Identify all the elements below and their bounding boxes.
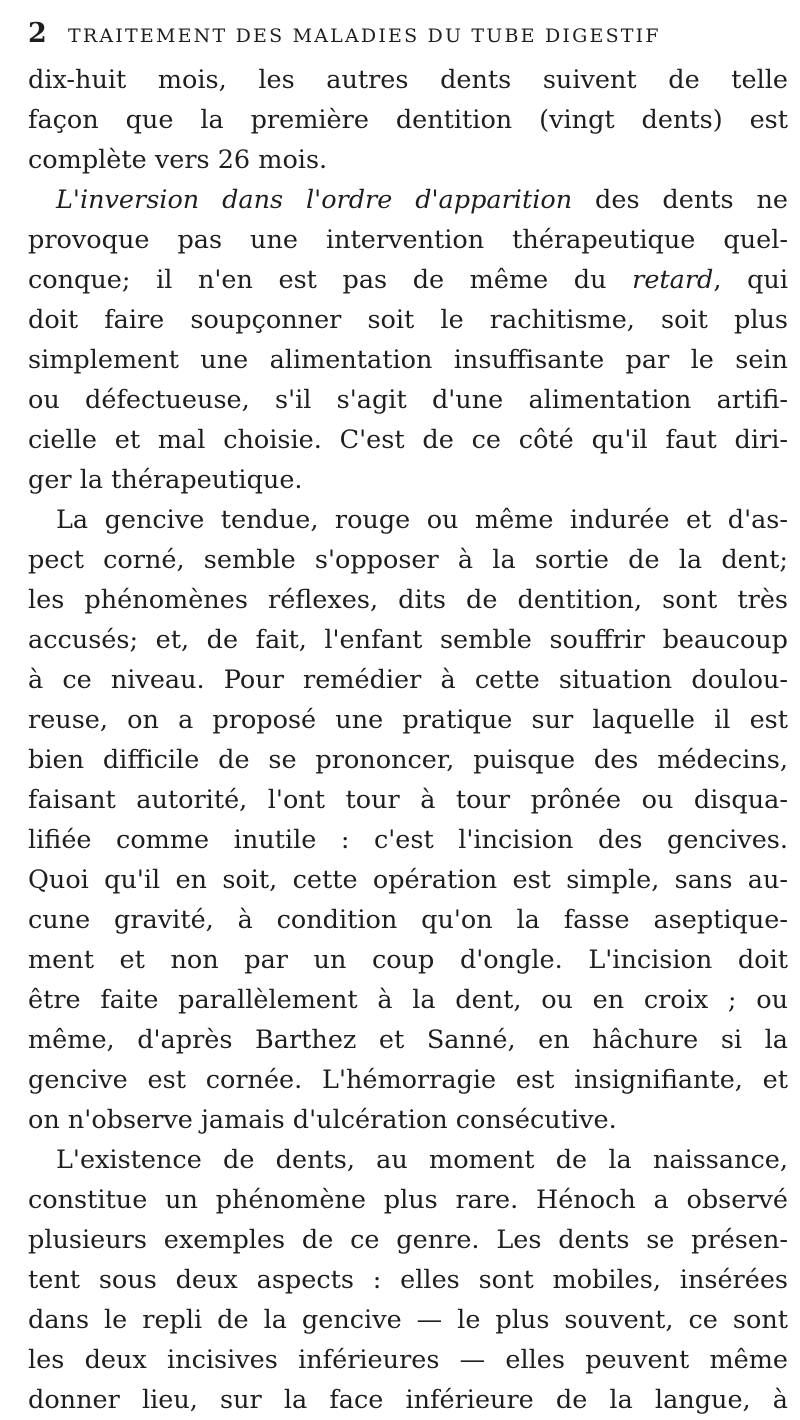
- running-title: TRAITEMENT DES MALADIES DU TUBE DIGESTIF: [68, 25, 661, 47]
- text-line: lifiée comme inutile : c'est l'incision des gencives.: [28, 825, 788, 855]
- text-line: cielle et mal choisie. C'est de ce côté qu'il faut diri-: [28, 425, 788, 455]
- text-line: gencive est cornée. L'hémorragie est insignifiante, et: [28, 1065, 788, 1095]
- text-line: même, d'après Barthez et Sanné, en hâchure si la: [28, 1025, 788, 1055]
- text-line: dix-huit mois, les autres dents suivent de telle: [28, 65, 788, 95]
- text-line: pect corné, semble s'opposer à la sortie de la dent;: [28, 545, 788, 575]
- text-fragment: , qui: [713, 265, 788, 295]
- text-line: reuse, on a proposé une pratique sur laquelle il est: [28, 705, 788, 735]
- running-header: [28, 14, 788, 50]
- text-line: les phénomènes réflexes, dits de dentition, sont très: [28, 585, 788, 615]
- text-line: bien difficile de se prononcer, puisque des médecins,: [28, 745, 788, 775]
- text-line: La gencive tendue, rouge ou même indurée et d'as-: [56, 505, 788, 535]
- text-line: être faite parallèlement à la dent, ou en croix ; ou: [28, 985, 788, 1015]
- italic-word: retard: [632, 265, 714, 295]
- text-line: donner lieu, sur la face inférieure de la langue, à: [28, 1385, 788, 1415]
- text-line: dans le repli de la gencive — le plus souvent, ce sont: [28, 1305, 788, 1335]
- text-line: faisant autorité, l'ont tour à tour prônée ou disqua-: [28, 785, 788, 815]
- text-line: ger la thérapeutique.: [28, 465, 303, 495]
- text-line: ou défectueuse, s'il s'agit d'une alimentation artifi-: [28, 385, 788, 415]
- text-line: doit faire soupçonner soit le rachitisme, soit plus: [28, 305, 788, 335]
- text-line: [28, 180, 788, 220]
- text-fragment: conque; il n'en est pas de même du: [28, 265, 633, 295]
- text-line: complète vers 26 mois.: [28, 145, 328, 175]
- italic-phrase: L'inversion dans l'ordre d'apparition: [56, 185, 573, 215]
- text-line: L'existence de dents, au moment de la naissance,: [56, 1145, 788, 1175]
- text-line: cune gravité, à condition qu'on la fasse aseptique-: [28, 905, 788, 935]
- text-line: [28, 260, 788, 300]
- text-line: à ce niveau. Pour remédier à cette situation doulou-: [28, 665, 788, 695]
- body-text: [28, 60, 788, 1420]
- text-line: ment et non par un coup d'ongle. L'incision doit: [28, 945, 788, 975]
- text-line: façon que la première dentition (vingt dents) est: [28, 105, 788, 135]
- text-line: plusieurs exemples de ce genre. Les dents se présen-: [28, 1225, 788, 1255]
- page-number: 2: [28, 18, 47, 49]
- text-line: Quoi qu'il en soit, cette opération est simple, sans au-: [28, 865, 788, 895]
- text-fragment: des dents ne: [572, 185, 788, 215]
- text-line: les deux incisives inférieures — elles peuvent même: [28, 1345, 788, 1375]
- text-line: on n'observe jamais d'ulcération consécutive.: [28, 1105, 617, 1135]
- text-line: provoque pas une intervention thérapeutique quel-: [28, 225, 788, 255]
- text-line: simplement une alimentation insuffisante par le sein: [28, 345, 788, 375]
- text-line: accusés; et, de fait, l'enfant semble souffrir beaucoup: [28, 625, 788, 655]
- text-line: tent sous deux aspects : elles sont mobiles, insérées: [28, 1265, 788, 1295]
- text-line: constitue un phénomène plus rare. Hénoch a observé: [28, 1185, 788, 1215]
